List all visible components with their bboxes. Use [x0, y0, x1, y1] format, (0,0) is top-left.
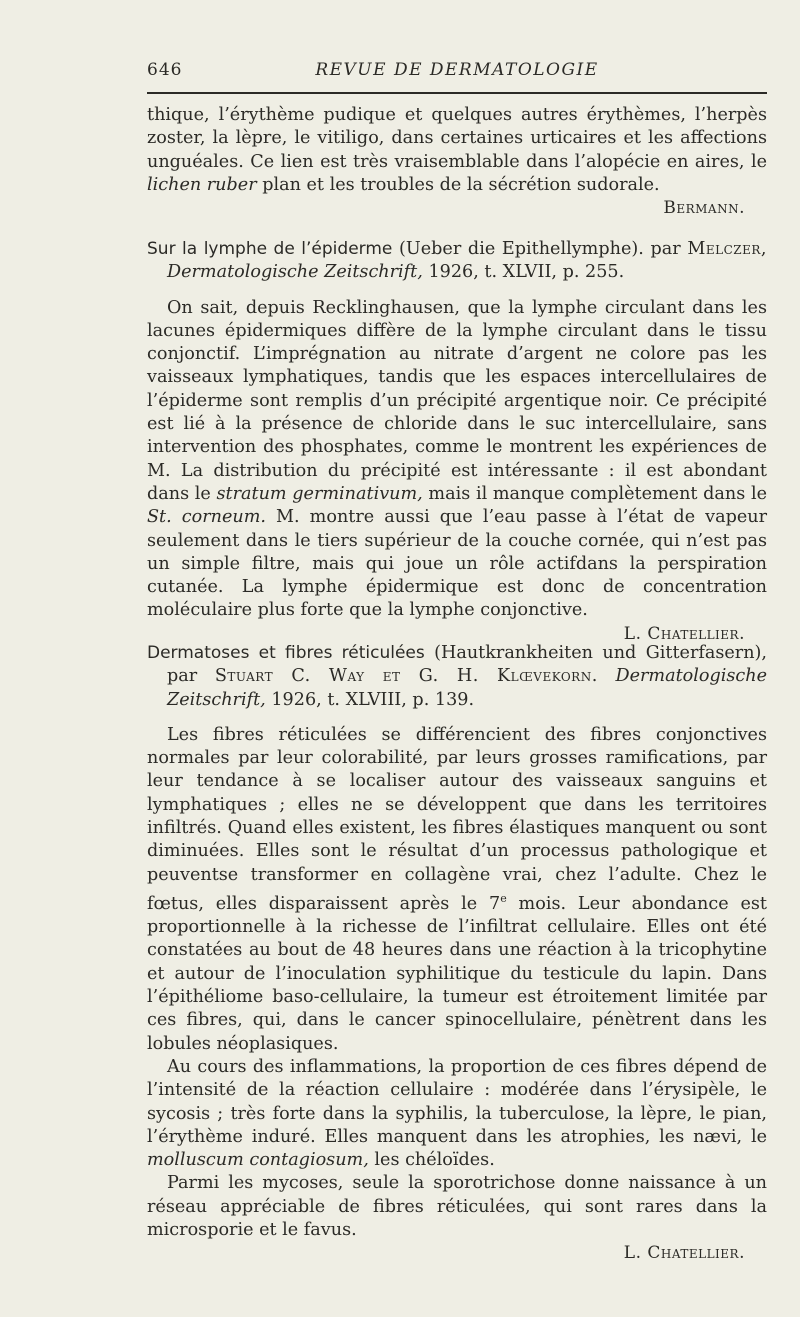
article-2-text-1b: mois. Leur abondance est proportionnelle à la richesse de l’infiltrat cellulaire. Elles ont été constatées au bout de 48 heures dans une réaction à la tricophytine et autour de l’inoculation syphilitique du testicule du lapin. Dans l’épithéliome baso-cellulaire, la tumeur est étroitement limitée par ces fibres, qui, dans le cancer spinocellulaire, pénètrent dans les lobules néoplasiques.: [147, 893, 767, 1054]
signature-chatellier-1: L. Chatellier.: [623, 623, 745, 644]
article-2-journal: Dermatologische Zeitschrift,: [167, 666, 767, 710]
article-2-heading: [147, 642, 767, 712]
header-rule: [147, 92, 767, 94]
journal-title: REVUE DE DERMATOLOGIE: [315, 60, 599, 80]
signature-chatellier-2: L. Chatellier.: [623, 1243, 745, 1264]
article-2-text-2b: les chéloïdes.: [368, 1150, 495, 1171]
article-1-title: Sur la lymphe de l’épiderme: [147, 239, 393, 259]
signature-bermann: Bermann.: [663, 198, 745, 219]
page-number: 646: [147, 60, 183, 80]
ordinal-suffix: e: [500, 891, 507, 905]
corneum-term: St. corneum.: [147, 507, 266, 528]
article-2-original-title: (Hautkrankheiten und Gitterfasern), par: [167, 643, 767, 687]
lichen-term: lichen ruber: [147, 174, 257, 195]
article-1-citation: 1926, t. XLVII, p. 255.: [422, 262, 625, 283]
article-1-heading: [147, 238, 767, 285]
article-1-author: Melczer,: [687, 239, 767, 259]
article-2-paragraph-1: [147, 724, 767, 1056]
article-2-paragraph-2: [147, 1056, 767, 1172]
article-2-text-3: Parmi les mycoses, seule la sporotrichose donne naissance à un réseau appréciable de fibres réticulées, qui sont rares dans la microsporie et le favus.: [147, 1173, 767, 1240]
continuation-block: [147, 104, 767, 220]
continuation-text-1: thique, l’érythème pudique et quelques autres érythèmes, l’herpès zoster, la lèpre, le vitiligo, dans certaines urticaires et les affections unguéales. Ce lien est très vraisemblable dans l’alopécie en aires, le: [147, 105, 767, 172]
article-1-original-title: (Ueber die Epithellymphe). par: [392, 239, 688, 259]
running-head: [147, 58, 767, 84]
molluscum-term: molluscum contagiosum,: [147, 1150, 369, 1171]
stratum-term: stratum germinativum,: [216, 483, 423, 504]
article-2-title: Dermatoses et fibres réticulées: [147, 643, 425, 663]
continuation-paragraph: [147, 104, 767, 197]
article-2-text-1a: Les fibres réticulées se différencient des fibres conjonctives normales par leur colorabilité, par leurs grosses ramifications, par leur tendance à se localiser autour des vaisseaux sanguins et lymphatiques ; elles ne se développent que dans les territoires infiltrés. Quand elles existent, les fibres élastiques manquent ou sont diminuées. Elles sont le résultat d’un processus pathologique et peuventse transformer en collagène vrai, chez l’adulte. Chez le fœtus, elles disparaissent après le 7: [147, 724, 767, 914]
article-2-authors: Stuart C. Way et G. H. Klœvekorn.: [214, 666, 598, 687]
article-2-citation: 1926, t. XLVIII, p. 139.: [265, 689, 475, 710]
article-2: [147, 642, 767, 1266]
continuation-text-2: plan et les troubles de la sécrétion sudorale.: [256, 174, 660, 195]
article-1-text-2: mais il manque complètement dans le: [422, 483, 767, 504]
article-1-body: [147, 297, 767, 623]
article-2-text-2a: Au cours des inflammations, la proportion de ces fibres dépend de l’intensité de la réaction cellulaire : modérée dans l’érysipèle, le sycosis ; très forte dans la syphilis, la tuberculose, la lèpre, le pian, l’érythème induré. Elles manquent dans les atrophies, les nævi, le: [147, 1056, 767, 1147]
article-2-paragraph-3: [147, 1172, 767, 1242]
article-1-journal: Dermatologische Zeitschrift,: [167, 262, 423, 283]
article-1: [147, 238, 767, 646]
article-1-text-3: M. montre aussi que l’eau passe à l’état de vapeur seulement dans le tiers supérieur de la couche cornée, qui n’est pas un simple filtre, mais qui joue un rôle actifdans la perspiration cutanée. La lymphe épidermique est donc de concentration moléculaire plus forte que la lymphe conjonctive.: [147, 507, 767, 621]
article-1-text-1: On sait, depuis Recklinghausen, que la lymphe circulant dans les lacunes épidermiques diffère de la lymphe circulant dans le tissu conjonctif. L’imprégnation au nitrate d’argent ne colore pas les vaisseaux lymphatiques, tandis que les espaces intercellulaires de l’épiderme sont remplis d’un précipité argentique noir. Ce précipité est lié à la présence de chloride dans le suc intercellulaire, sans intervention des phosphates, comme le montrent les expériences de M. La distribution du précipité est intéressante : il est abondant dans le: [147, 297, 767, 504]
